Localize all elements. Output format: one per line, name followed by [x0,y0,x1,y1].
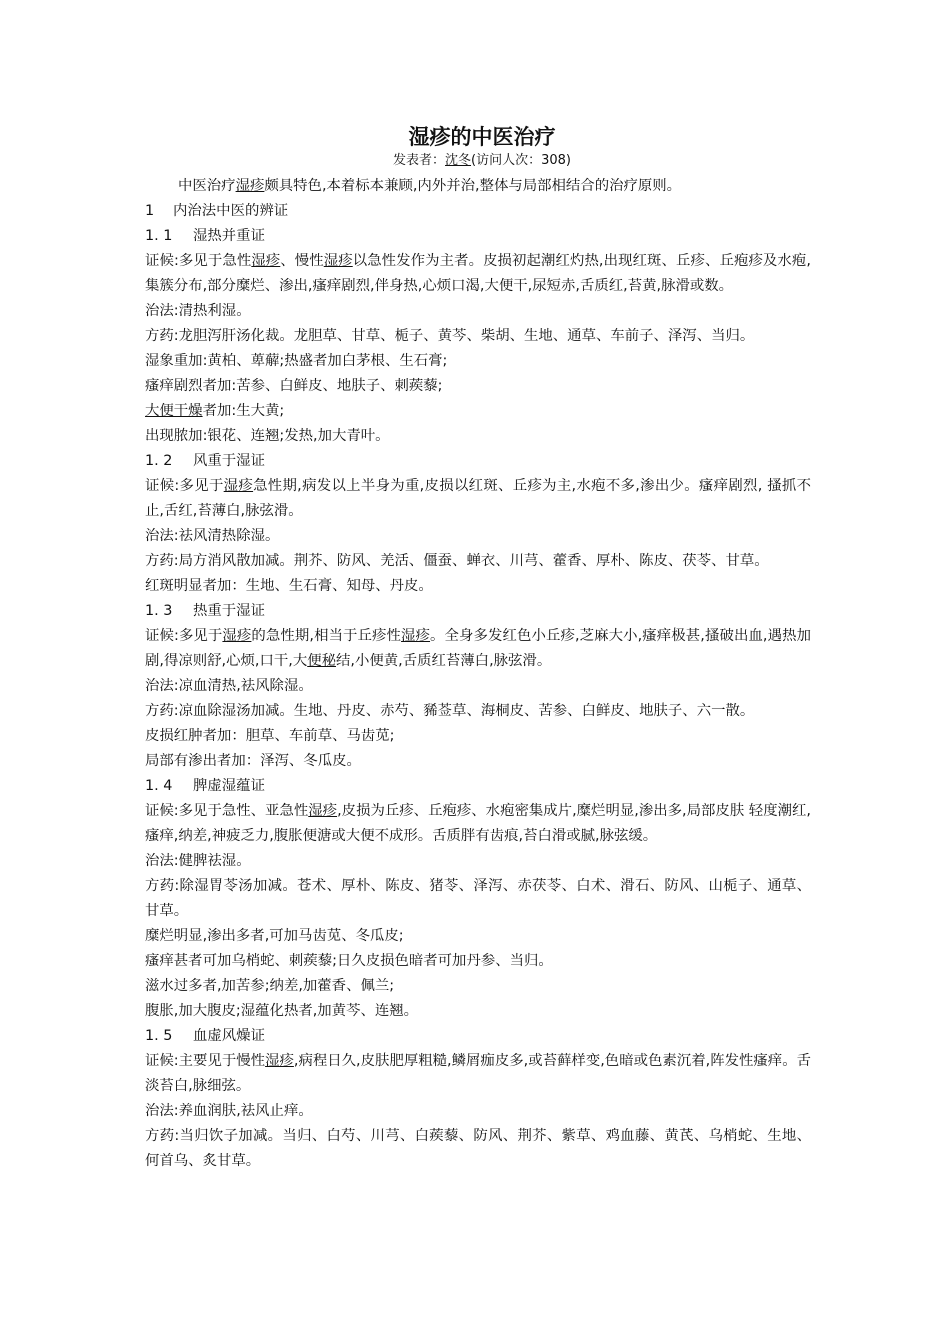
text: ,皮损为丘疹、丘疱疹、水疱密集成片,糜烂明显,渗出多,局部皮肤 轻度潮红,瘙痒,纳差,神疲乏力,腹胀便溏或大便不成形。舌质胖有齿痕,苔白滑或腻,脉弦缓。 [145,803,811,844]
treatment-line: 治法:养血润肤,祛风止痒。 [145,1103,313,1119]
text: 证候:主要见于慢性 [145,1053,266,1069]
heading-text: 热重于湿证 [193,603,265,619]
text: 证候:多见于急性 [145,253,252,269]
treatment-line: 治法:祛风清热除湿。 [145,528,280,544]
modification-line: 瘙痒甚者可加乌梢蛇、刺蒺藜;日久皮损色暗者可加丹参、当归。 [145,953,553,969]
text: 证候:多见于急性、亚急性 [145,803,309,819]
heading-number: 1. 3 [145,603,173,619]
treatment-line: 治法:清热利湿。 [145,303,251,319]
heading-number: 1. 5 [145,1028,173,1044]
modification-line: 红斑明显者加：生地、生石膏、知母、丹皮。 [145,578,433,594]
keyword-link[interactable]: 湿疹 [308,803,338,819]
modification-line: 出现脓加:银花、连翘;发热,加大青叶。 [145,428,390,444]
text: 者加:生大黄; [202,403,285,419]
keyword-link[interactable]: 湿疹 [235,178,265,194]
modification-line: 腹胀,加大腹皮;湿蕴化热者,加黄芩、连翘。 [145,1003,419,1019]
modification-line: 糜烂明显,渗出多者,可加马齿苋、冬瓜皮; [145,928,404,944]
subsection-heading-1-4 [145,774,811,799]
byline-prefix: 发表者： [393,153,446,168]
modification-line: 滋水过多者,加苦参;纳差,加藿香、佩兰; [145,978,395,994]
modification-line: 局部有渗出者加：泽泻、冬瓜皮。 [145,753,361,769]
prescription-line: 方药:当归饮子加减。当归、白芍、川芎、白蒺藜、防风、荆芥、紫草、鸡血藤、黄芪、乌梢蛇、生地、何首乌、炙甘草。 [145,1128,811,1169]
keyword-link[interactable]: 大便干燥 [145,403,203,419]
heading-number: 1. 4 [145,778,173,794]
treatment-line: 治法:凉血清热,祛风除湿。 [145,678,313,694]
text: 、慢性 [280,253,324,269]
text: 颇具特色,本着标本兼顾,内外并治,整体与局部相结合的治疗原则。 [264,178,682,194]
heading-text: 湿热并重证 [193,228,265,244]
text: 结,小便黄,舌质红苔薄白,脉弦滑。 [336,653,552,669]
treatment-line: 治法:健脾祛湿。 [145,853,251,869]
text: 以急性发作为主者。皮损初起潮红灼热,出现红斑、丘疹、丘疱疹及水疱,集簇分布,部分糜烂、渗出,瘙痒剧烈,伴身热,心烦口渴,大便干,尿短赤,舌质红,苔黄,脉滑或数。 [145,253,811,294]
heading-text: 风重于湿证 [193,453,265,469]
text: 证候:多见于 [145,478,224,494]
symptom-paragraph [145,474,811,524]
modification-line [145,399,811,424]
modification-line: 皮损红肿者加：胆草、车前草、马齿苋; [145,728,395,744]
subsection-heading-1-5 [145,1024,811,1049]
prescription-line: 方药:除湿胃苓汤加减。苍术、厚朴、陈皮、猪苓、泽泻、赤茯苓、白术、滑石、防风、山栀子、通草、甘草。 [145,878,811,919]
visit-count: (访问人次：308) [471,153,571,168]
prescription-line: 方药:凉血除湿汤加减。生地、丹皮、赤芍、豨莶草、海桐皮、苦参、白鲜皮、地肤子、六一散。 [145,703,755,719]
text: 证候:多见于 [145,628,223,644]
text: 中医治疗 [178,178,236,194]
text: ,病程日久,皮肤肥厚粗糙,鳞屑痂皮多,或苔藓样变,色暗或色素沉着,阵发性瘙痒。舌淡苔白,脉细弦。 [145,1053,811,1094]
keyword-link[interactable]: 湿疹 [323,253,353,269]
heading-number: 1. 2 [145,453,173,469]
heading-text: 脾虚湿蕴证 [193,778,265,794]
prescription-line: 方药:局方消风散加减。荆芥、防风、羌活、僵蚕、蝉衣、川芎、藿香、厚朴、陈皮、茯苓、甘草。 [145,553,769,569]
page-title: 湿疹的中医治疗 [408,125,556,149]
modification-line: 湿象重加:黄柏、萆薢;热盛者加白茅根、生石膏; [145,353,448,369]
keyword-link[interactable]: 湿疹 [265,1053,294,1069]
heading-number: 1 [145,203,155,219]
keyword-link[interactable]: 湿疹 [401,628,431,644]
keyword-link[interactable]: 便秘 [307,653,337,669]
symptom-paragraph [145,799,811,849]
subsection-heading-1-2 [145,449,811,474]
symptom-paragraph [145,624,811,674]
article [145,122,811,1174]
modification-line: 瘙痒剧烈者加:苦参、白鲜皮、地肤子、刺蒺藜; [145,378,443,394]
keyword-link[interactable]: 湿疹 [251,253,281,269]
intro-paragraph [145,174,811,199]
subsection-heading-1-3 [145,599,811,624]
heading-text: 血虚风燥证 [193,1028,265,1044]
heading-text: 内治法中医的辨证 [173,203,289,219]
author-link[interactable]: 沈冬 [445,153,472,168]
heading-number: 1. 1 [145,228,173,244]
subsection-heading-1-1 [145,224,811,249]
symptom-paragraph [145,1049,811,1099]
keyword-link[interactable]: 湿疹 [222,628,252,644]
keyword-link[interactable]: 湿疹 [223,478,254,494]
text: 。全身多发红色小丘疹,芝麻大小,瘙痒极甚,搔破出血,遇热加剧,得凉则舒,心烦,口干,大 [145,628,811,669]
symptom-paragraph [145,249,811,299]
section-heading-1 [145,199,811,224]
text: 的急性期,相当于丘疹性 [251,628,402,644]
byline [145,152,811,170]
text: 急性期,病发以上半身为重,皮损以红斑、丘疹为主,水疱不多,渗出少。瘙痒剧烈, 搔抓不止,舌红,苔薄白,脉弦滑。 [145,478,811,519]
prescription-line: 方药:龙胆泻肝汤化裁。龙胆草、甘草、栀子、黄芩、柴胡、生地、通草、车前子、泽泻、当归。 [145,328,755,344]
